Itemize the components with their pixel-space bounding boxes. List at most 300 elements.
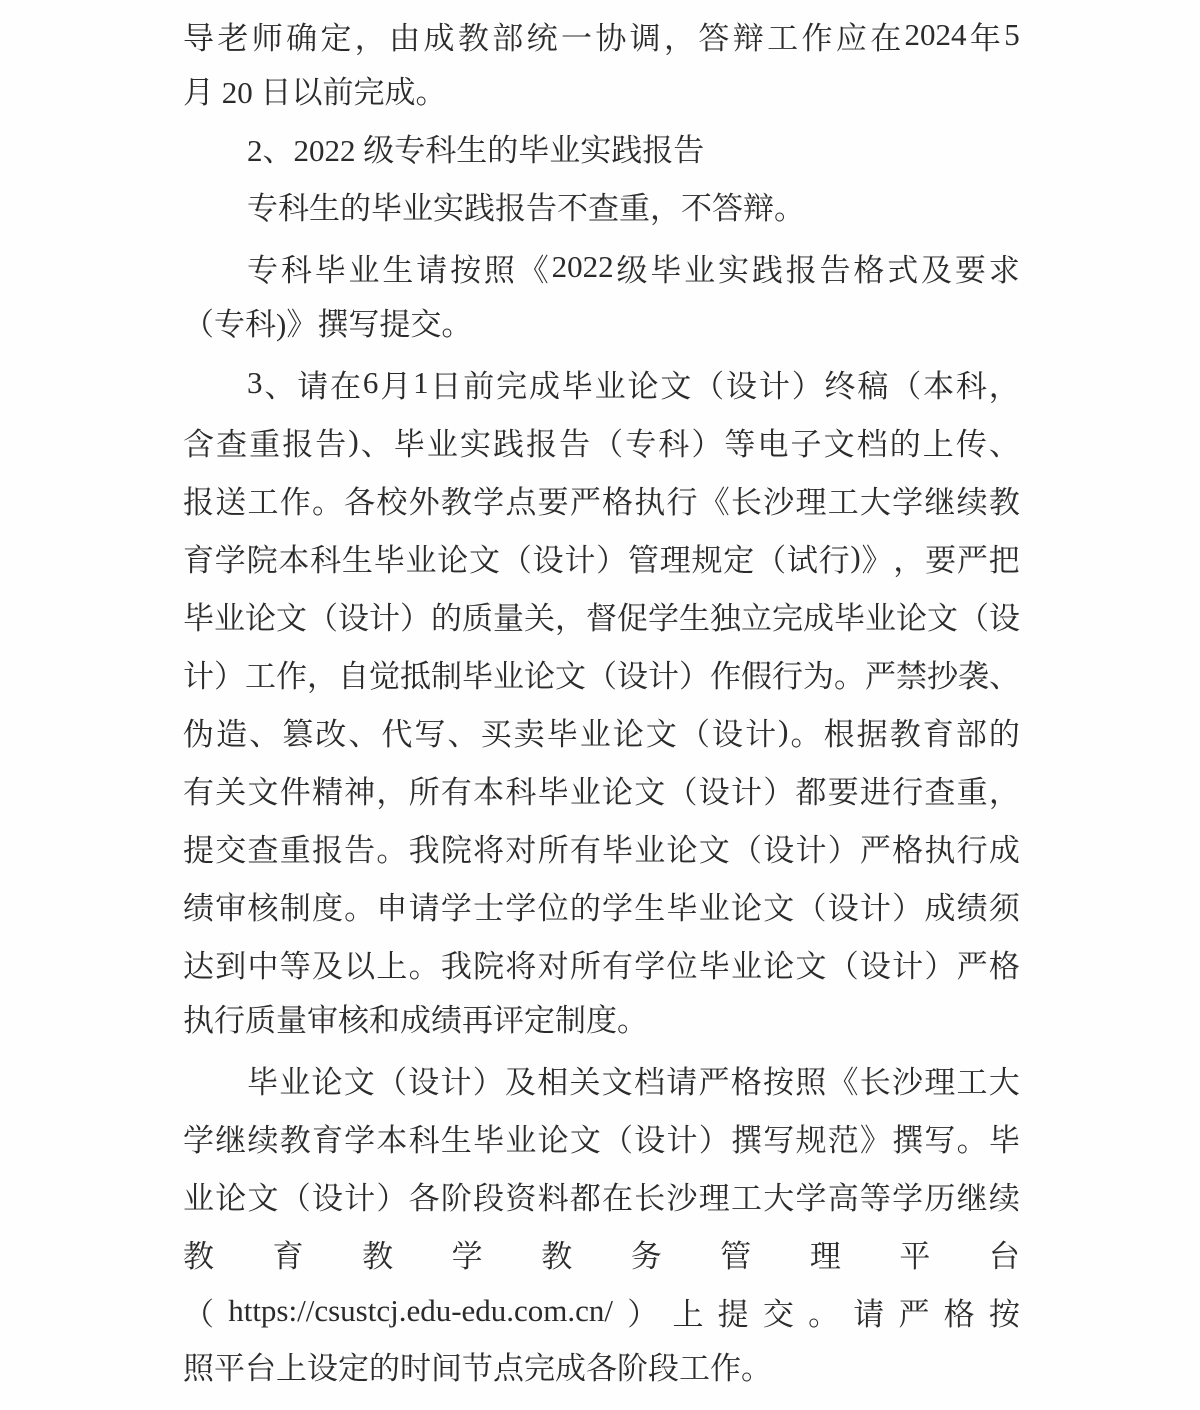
text-token: ） xyxy=(791,368,823,404)
text-token: 、 xyxy=(249,716,281,752)
text-token: 的 xyxy=(569,890,601,926)
text-token: 论 xyxy=(730,890,762,926)
text-token: 毕 xyxy=(988,1122,1020,1158)
text-token: 理 xyxy=(659,542,691,578)
text-token: 制 xyxy=(431,658,462,694)
text-token: 设 xyxy=(634,1122,666,1158)
text-token: 买 xyxy=(480,716,512,752)
text-token: 设 xyxy=(859,948,891,984)
text-token: ) xyxy=(348,423,359,458)
text-token: 成 xyxy=(528,368,560,404)
text-token: 育 xyxy=(183,542,214,578)
text-token: 、 xyxy=(989,658,1020,694)
text-token: 文 xyxy=(763,890,795,926)
text-token: 报 xyxy=(526,426,558,462)
text-token: 段 xyxy=(473,1180,505,1216)
text-token: 生 xyxy=(382,252,414,288)
text-token: ） xyxy=(596,542,628,578)
text-token: 格 xyxy=(988,948,1020,984)
text-token: 请 xyxy=(408,890,440,926)
text-line xyxy=(183,238,1020,296)
text-token: 毕 xyxy=(183,600,214,636)
text-token: 照 xyxy=(483,252,515,288)
text-token: 我 xyxy=(408,832,440,868)
text-token: 毕 xyxy=(546,716,578,752)
text-token: （ xyxy=(376,1064,407,1100)
text-token: 继 xyxy=(924,484,956,520)
text-token: 文 xyxy=(795,948,827,984)
text-token: 及 xyxy=(505,1064,536,1100)
text-token: 写 xyxy=(924,1122,956,1158)
text-token: 成 xyxy=(988,832,1020,868)
text-token: 年 xyxy=(969,20,1001,56)
text-token: 禁 xyxy=(896,658,927,694)
text-token: 工 xyxy=(956,1064,988,1100)
text-token: 设 xyxy=(712,716,743,752)
text-token: 论 xyxy=(627,368,659,404)
text-token: 重 xyxy=(279,832,311,868)
text-line xyxy=(183,1282,1020,1340)
text-token: （ xyxy=(500,542,532,578)
text-token: 理 xyxy=(809,1238,841,1274)
text-token: 告 xyxy=(344,832,376,868)
text-token: 及 xyxy=(921,252,953,288)
text-token: 格 xyxy=(853,252,885,288)
text-token: 计 xyxy=(183,658,214,694)
text-token: 按 xyxy=(450,252,482,288)
text-token: 《 xyxy=(698,484,730,520)
text-token: 要 xyxy=(537,484,569,520)
text-token: 老 xyxy=(217,20,249,56)
text-token: （ xyxy=(890,368,922,404)
text-token: 文 xyxy=(698,832,730,868)
text-token: 文 xyxy=(601,1064,633,1100)
text-token: 毕 xyxy=(473,1122,505,1158)
text-token: 根 xyxy=(823,716,855,752)
text-token: 含 xyxy=(183,426,214,462)
text-token: 续 xyxy=(988,1180,1020,1216)
text-token: 实 xyxy=(717,252,749,288)
text-token: 件 xyxy=(279,774,311,810)
text-token: （ xyxy=(958,600,989,636)
text-token: 作 xyxy=(276,658,307,694)
text-token: 业 xyxy=(505,1122,537,1158)
text-token: 大 xyxy=(859,484,891,520)
text-token: 业 xyxy=(405,542,437,578)
text-token: 报 xyxy=(183,484,214,520)
text-token: 业 xyxy=(183,1180,214,1216)
text-token: 电 xyxy=(757,426,789,462)
text-token: 业 xyxy=(569,774,601,810)
text-token: （ xyxy=(755,542,787,578)
text-token: 学 xyxy=(440,890,472,926)
text-token: 成 xyxy=(803,600,834,636)
text-token: 计 xyxy=(730,774,762,810)
text-token: 绩 xyxy=(956,890,988,926)
text-token: 稿 xyxy=(857,368,889,404)
text-token: 院 xyxy=(473,948,505,984)
text-token: 学 xyxy=(892,1180,924,1216)
text-token: 、 xyxy=(348,716,380,752)
text-token: 卖 xyxy=(513,716,545,752)
text-line xyxy=(183,1224,1020,1282)
text-token: 科 xyxy=(280,252,312,288)
text-token: 作 xyxy=(710,658,741,694)
text-token: 传 xyxy=(955,426,987,462)
text-token: 计 xyxy=(440,1064,472,1100)
text-token: 理 xyxy=(795,484,827,520)
text-token: 沙 xyxy=(892,1064,923,1100)
text-token: 式 xyxy=(887,252,919,288)
text-token: 毕 xyxy=(537,774,569,810)
text-token: 教 xyxy=(183,1238,214,1274)
text-token: 论 xyxy=(215,1180,247,1216)
text-token: 重 xyxy=(956,774,988,810)
text-token: 高 xyxy=(827,1180,859,1216)
text-line xyxy=(183,934,1020,992)
text-token: 各 xyxy=(344,484,376,520)
text-line xyxy=(183,412,1020,470)
text-token: 格 xyxy=(892,832,924,868)
text-token: ） xyxy=(892,890,924,926)
text-token: 撰 xyxy=(730,1122,762,1158)
text-token: 成 xyxy=(423,20,455,56)
text-token: 的 xyxy=(988,716,1020,752)
text-token: 设 xyxy=(989,600,1020,636)
text-token: 调 xyxy=(629,20,661,56)
text-token: 长 xyxy=(634,1180,666,1216)
text-token: 送 xyxy=(215,484,247,520)
text-token: 资 xyxy=(505,1180,537,1216)
text-token: 核 xyxy=(247,890,279,926)
text-token: 《 xyxy=(827,1064,859,1100)
text-token: 计 xyxy=(369,600,400,636)
text-token: 绩 xyxy=(183,890,214,926)
text-token: ） xyxy=(691,426,723,462)
text-token: 料 xyxy=(537,1180,569,1216)
text-token: 规 xyxy=(691,542,723,578)
text-token: 生 xyxy=(679,600,710,636)
text-token: 有 xyxy=(602,948,634,984)
text-token: 院 xyxy=(246,542,278,578)
text-token: 报 xyxy=(311,832,343,868)
text-token: 行 xyxy=(818,542,850,578)
text-token: 在 xyxy=(330,368,362,404)
text-token: 关 xyxy=(524,600,555,636)
text-token: 文 xyxy=(247,1180,279,1216)
text-token: 。 xyxy=(834,658,865,694)
text-token: 行 xyxy=(666,484,698,520)
text-token: 关 xyxy=(569,1064,601,1100)
text-token: 论 xyxy=(763,948,795,984)
text-token: 有 xyxy=(569,832,601,868)
text-token: 务 xyxy=(630,1238,662,1274)
text-token: 告 xyxy=(315,426,347,462)
text-token: 工 xyxy=(767,20,799,56)
text-token: 业 xyxy=(865,600,896,636)
text-token: 相 xyxy=(537,1064,569,1100)
text-line: （专科)》撰写提交。 xyxy=(183,307,473,342)
text-token: 确 xyxy=(286,20,318,56)
text-token: 袭 xyxy=(958,658,989,694)
text-token: 终 xyxy=(824,368,856,404)
text-token: 对 xyxy=(505,832,537,868)
text-token: 毕 xyxy=(666,890,698,926)
text-token: 业 xyxy=(634,832,666,868)
text-token: ， xyxy=(664,20,696,56)
text-token: 士 xyxy=(473,890,505,926)
text-token: ) xyxy=(778,713,789,748)
text-token: 。 xyxy=(376,832,408,868)
text-token: 文 xyxy=(927,600,958,636)
text-token: 、 xyxy=(360,426,392,462)
text-token: 沙 xyxy=(763,484,795,520)
text-token: 设 xyxy=(726,368,757,404)
text-token: 上 xyxy=(376,948,408,984)
text-token: 本 xyxy=(473,774,505,810)
text-token: 须 xyxy=(988,890,1020,926)
text-token: 论 xyxy=(524,658,555,694)
text-token: 量 xyxy=(493,600,524,636)
text-token: 篡 xyxy=(282,716,314,752)
text-token: 部 xyxy=(492,20,524,56)
text-token: 文 xyxy=(660,368,692,404)
text-token: 教 xyxy=(541,1238,573,1274)
text-token: 续 xyxy=(247,1122,279,1158)
text-token: ） xyxy=(400,600,431,636)
text-token: 部 xyxy=(955,716,987,752)
text-token: 执 xyxy=(924,832,956,868)
text-token: 大 xyxy=(763,1180,795,1216)
text-token: 子 xyxy=(790,426,822,462)
text-token: ） xyxy=(376,1180,408,1216)
text-token: 沙 xyxy=(666,1180,698,1216)
text-token: 科 xyxy=(505,774,537,810)
text-token: 督 xyxy=(586,600,617,636)
text-token: 教 xyxy=(362,1238,394,1274)
text-token: （ xyxy=(602,1122,634,1158)
text-token: 论 xyxy=(437,542,469,578)
text-token: 设 xyxy=(532,542,564,578)
text-token: 所 xyxy=(569,948,601,984)
text-token: 严 xyxy=(898,1296,930,1332)
text-token: 达 xyxy=(183,948,214,984)
text-token: ） xyxy=(763,774,795,810)
text-token: 计 xyxy=(666,1122,698,1158)
text-token: 觉 xyxy=(369,658,400,694)
text-token: 践 xyxy=(751,252,783,288)
text-token: 将 xyxy=(505,948,537,984)
text-token: 报 xyxy=(282,426,314,462)
text-token: 毕 xyxy=(393,426,425,462)
text-token: 请 xyxy=(853,1296,885,1332)
text-token: 求 xyxy=(988,252,1020,288)
text-token: 文 xyxy=(276,600,307,636)
text-token: 学 xyxy=(214,542,246,578)
text-token: 把 xyxy=(988,542,1020,578)
text-token: 毕 xyxy=(698,948,730,984)
text-token: 毕 xyxy=(602,832,634,868)
text-token: 重 xyxy=(249,426,281,462)
text-token: 各 xyxy=(408,1180,440,1216)
text-token: ， xyxy=(307,658,338,694)
text-token: 文 xyxy=(634,774,666,810)
text-token: 文 xyxy=(569,1122,601,1158)
text-token: 继 xyxy=(215,1122,247,1158)
text-token: 范 xyxy=(827,1122,859,1158)
text-token: 本 xyxy=(923,368,955,404)
text-token: 严 xyxy=(956,948,988,984)
text-token: 学 xyxy=(344,1122,376,1158)
text-token: 业 xyxy=(279,1064,311,1100)
text-token: 科 xyxy=(658,426,690,462)
text-token: （ xyxy=(279,1180,311,1216)
text-token: 毕 xyxy=(247,1064,278,1100)
text-line: 月 20 日以前完成。 xyxy=(183,75,447,110)
text-token: 专 xyxy=(625,426,657,462)
text-line xyxy=(183,470,1020,528)
text-token: 。 xyxy=(790,716,822,752)
text-token: 论 xyxy=(666,832,698,868)
text-token: ） xyxy=(924,948,956,984)
text-token: 科 xyxy=(310,542,342,578)
text-token: ， xyxy=(988,368,1020,404)
text-token: （ xyxy=(307,600,338,636)
text-token: 教 xyxy=(279,1122,311,1158)
text-token: 执 xyxy=(634,484,666,520)
text-token: 写 xyxy=(763,1122,795,1158)
text-token: 应 xyxy=(835,20,867,56)
text-token: 据 xyxy=(856,716,888,752)
text-token: 试 xyxy=(786,542,818,578)
text-token: 业 xyxy=(684,252,716,288)
text-token: 育 xyxy=(272,1238,304,1274)
text-token: 查 xyxy=(216,426,248,462)
text-token: 外 xyxy=(408,484,440,520)
text-token: 管 xyxy=(720,1238,752,1274)
text-token: 计 xyxy=(745,716,777,752)
text-token: 促 xyxy=(617,600,648,636)
text-token: 前 xyxy=(463,368,495,404)
text-line xyxy=(183,354,1020,412)
text-token: 日 xyxy=(430,368,462,404)
text-token: 业 xyxy=(698,890,730,926)
text-token: 设 xyxy=(617,658,648,694)
text-token: 作 xyxy=(801,20,833,56)
text-token: 毕 xyxy=(373,542,405,578)
text-token: 位 xyxy=(666,948,698,984)
text-token: 要 xyxy=(925,542,957,578)
text-token: 师 xyxy=(251,20,283,56)
text-token: 格 xyxy=(943,1296,975,1332)
text-token: 1 xyxy=(413,365,429,400)
text-token: 。 xyxy=(408,948,440,984)
text-token: 为 xyxy=(803,658,834,694)
text-token: 》 xyxy=(861,542,893,578)
text-token: 定 xyxy=(723,542,755,578)
text-token: 照 xyxy=(795,1064,827,1100)
text-token: 教 xyxy=(988,484,1020,520)
text-token: 提 xyxy=(717,1296,749,1332)
text-token: 一 xyxy=(560,20,592,56)
text-token: 申 xyxy=(376,890,408,926)
text-token: （ xyxy=(693,368,725,404)
text-token: 抵 xyxy=(400,658,431,694)
text-line xyxy=(183,1108,1020,1166)
text-token: 续 xyxy=(956,484,988,520)
text-token: ， xyxy=(354,20,386,56)
text-token: 科 xyxy=(408,1122,440,1158)
text-token: 行 xyxy=(892,774,924,810)
text-token: 都 xyxy=(569,1180,601,1216)
text-token: 在 xyxy=(870,20,902,56)
text-token: 阶 xyxy=(440,1180,472,1216)
text-token: 神 xyxy=(344,774,376,810)
text-token: 制 xyxy=(279,890,311,926)
text-token: 学 xyxy=(451,1238,483,1274)
text-token: 教 xyxy=(889,716,921,752)
text-token: 改 xyxy=(315,716,347,752)
text-token: 育 xyxy=(922,716,954,752)
text-token: 生 xyxy=(440,1122,472,1158)
text-token: （ xyxy=(592,426,624,462)
text-token: （ xyxy=(730,832,762,868)
text-token: 毕 xyxy=(650,252,682,288)
text-token: 管 xyxy=(627,542,659,578)
text-token: 育 xyxy=(311,1122,343,1158)
text-token: 严 xyxy=(569,484,601,520)
text-token: 完 xyxy=(496,368,528,404)
text-token: 点 xyxy=(505,484,537,520)
text-token: ） xyxy=(698,1122,730,1158)
text-token: 院 xyxy=(440,832,472,868)
text-token: 档 xyxy=(856,426,888,462)
text-token: 档 xyxy=(634,1064,665,1100)
text-token: 立 xyxy=(741,600,772,636)
text-token: 请 xyxy=(666,1064,698,1100)
text-token: 的 xyxy=(889,426,921,462)
text-line xyxy=(183,702,1020,760)
text-line: 2、2022 级专科生的毕业实践报告 xyxy=(247,133,705,168)
text-token: 月 xyxy=(380,368,412,404)
text-lines xyxy=(183,6,1020,1398)
text-token: 。 xyxy=(808,1296,840,1332)
text-token: 2024 xyxy=(904,17,967,52)
text-token: 。 xyxy=(344,890,376,926)
text-token: ) xyxy=(850,539,861,574)
text-line xyxy=(183,644,1020,702)
text-token: ） xyxy=(472,1064,504,1100)
text-token: 关 xyxy=(215,774,247,810)
text-token: 假 xyxy=(741,658,772,694)
text-line xyxy=(183,6,1020,64)
text-token: 计 xyxy=(859,890,891,926)
text-token: 行 xyxy=(956,832,988,868)
text-token: 造 xyxy=(216,716,248,752)
text-token: 设 xyxy=(338,600,369,636)
text-token: 中 xyxy=(247,948,279,984)
text-token: 对 xyxy=(537,948,569,984)
text-token: 。 xyxy=(311,484,343,520)
text-line xyxy=(183,876,1020,934)
text-token: 设 xyxy=(763,832,795,868)
text-token: 论 xyxy=(896,600,927,636)
text-token: 精 xyxy=(311,774,343,810)
text-token: 毕 xyxy=(314,252,346,288)
text-token: 位 xyxy=(537,890,569,926)
text-token: 文 xyxy=(645,716,677,752)
text-token: 告 xyxy=(559,426,591,462)
